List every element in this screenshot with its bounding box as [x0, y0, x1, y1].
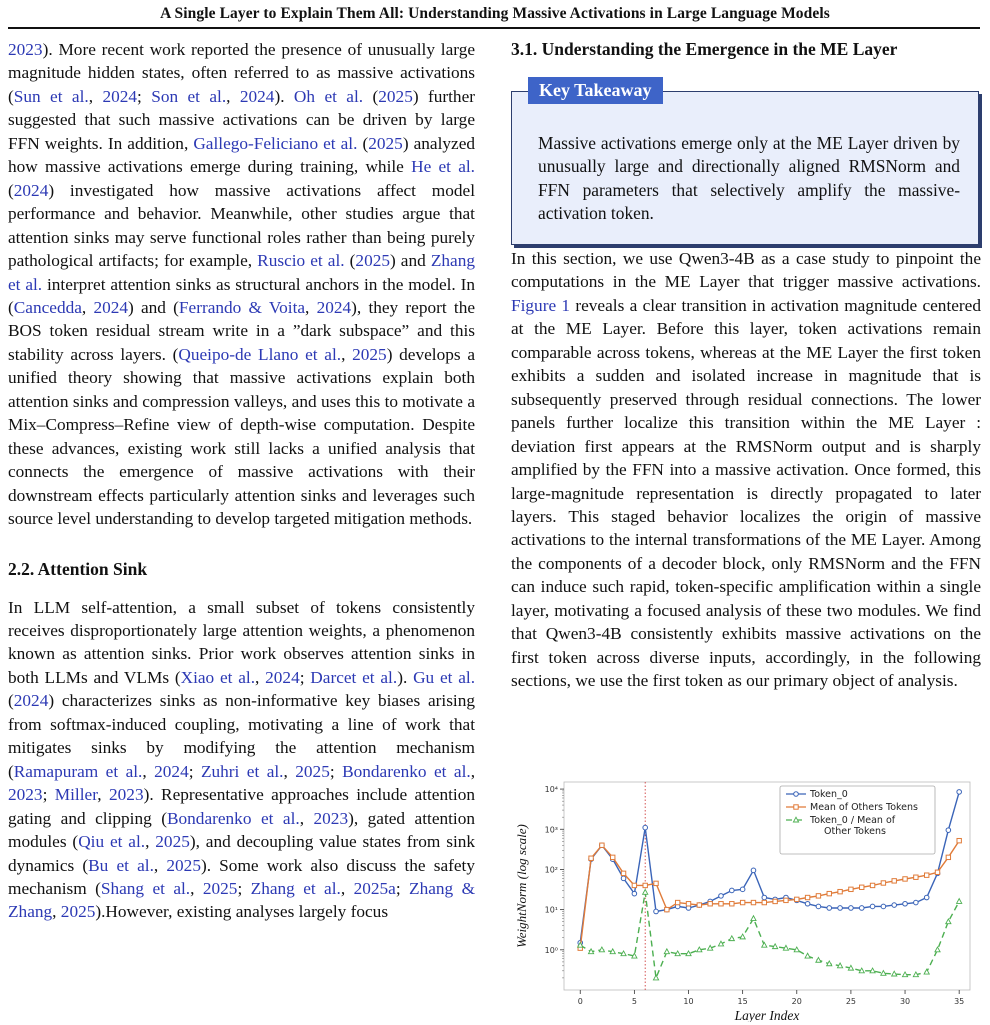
text-run: ,	[190, 878, 203, 898]
data-point	[903, 901, 908, 906]
data-point	[870, 904, 875, 909]
data-point	[805, 901, 810, 906]
key-takeaway-panel	[511, 91, 979, 245]
text-run: ,	[226, 86, 240, 106]
chart-svg	[508, 772, 980, 1022]
citation-link[interactable]: 2025a	[353, 878, 396, 898]
legend-marker	[794, 805, 798, 809]
data-point	[914, 875, 918, 879]
text-run: ) investigated how massive activations affect model performance and behavior. Meanwhile, other studies argue that attention sinks may serve functional roles rather than being purely pathological artifacts; for example,	[8, 180, 475, 271]
text-run: ). Representative approaches include attention gating and clipping (	[8, 785, 475, 828]
text-run: ,	[283, 761, 296, 781]
running-title: A Single Layer to Explain Them All: Understanding Massive Activations in Large Language Models	[160, 5, 830, 22]
data-point	[643, 825, 648, 830]
data-point	[838, 906, 843, 911]
citation-link[interactable]: Shang et al.	[100, 878, 191, 898]
data-point	[946, 828, 951, 833]
data-point	[924, 873, 928, 877]
citation-link[interactable]: Qiu et al.	[78, 832, 146, 852]
data-point	[881, 881, 885, 885]
text-run: ,	[255, 667, 266, 687]
data-point	[600, 843, 604, 847]
data-point	[740, 900, 744, 904]
data-point	[621, 871, 625, 875]
data-point	[740, 887, 745, 892]
data-point	[589, 856, 593, 860]
text-run: (	[344, 251, 356, 271]
citation-link[interactable]: Son et al.	[151, 86, 227, 106]
data-point	[611, 855, 615, 859]
text-run: ).However, existing analyses largely focus	[95, 902, 389, 922]
key-takeaway-label: Key Takeaway	[528, 77, 663, 104]
text-run: ), and decoupling value states from sink dynamics (	[8, 832, 476, 875]
data-point	[654, 881, 658, 885]
legend-entry-0: Token_0	[810, 789, 848, 800]
citation-link[interactable]: 2025	[352, 344, 387, 364]
text-run: ,	[52, 902, 61, 922]
text-run: ) and	[389, 251, 431, 271]
text-run: (	[8, 180, 14, 200]
text-run: ,	[81, 297, 94, 317]
text-run: ;	[329, 761, 343, 781]
data-point	[914, 900, 919, 905]
data-point	[816, 904, 821, 909]
text-run: ,	[145, 832, 156, 852]
text-run: ), they report the BOS token residual stream write in a ”dark subspace” and this stability across layers. (	[8, 297, 476, 364]
data-point	[924, 895, 929, 900]
citation-link[interactable]: 2024	[93, 297, 129, 317]
citation-link[interactable]: 2025	[378, 86, 413, 106]
citation-link[interactable]: Cancedda	[13, 297, 82, 317]
y-tick-label: 10⁰	[544, 945, 558, 955]
citation-link[interactable]: 2024	[13, 691, 49, 711]
data-point	[795, 897, 799, 901]
data-point	[903, 877, 907, 881]
citation-link[interactable]: Zhang & Zhang	[8, 878, 476, 922]
data-point	[946, 855, 950, 859]
citation-link[interactable]: Xiao et al.	[180, 667, 256, 687]
data-point	[935, 870, 939, 874]
section-heading-me-layer: 3.1. Understanding the Emergence in the ME Layer	[511, 39, 898, 59]
x-tick-label: 20	[791, 997, 802, 1006]
citation-link[interactable]: 2025	[295, 761, 330, 781]
data-point	[762, 900, 766, 904]
header-rule	[8, 27, 980, 29]
text-run: ;	[137, 86, 152, 106]
x-tick-label: 10	[683, 997, 694, 1006]
citation-link[interactable]: 2023	[313, 808, 349, 828]
x-tick-label: 25	[845, 997, 857, 1006]
citation-link[interactable]: Zuhri et al.	[200, 761, 284, 781]
data-point	[773, 899, 777, 903]
y-tick-label: 10²	[544, 865, 558, 875]
text-run: ;	[188, 761, 201, 781]
text-run: ) further suggested that such massive activations can be driven by large FFN weights. In addition,	[8, 86, 475, 153]
citation-link[interactable]: 2023	[8, 785, 43, 805]
citation-link[interactable]: 2024	[239, 86, 275, 106]
text-run: ) characterizes sinks as non-informative key biases arising from softmax-induced coupling, motivating a line of work that mitigates sinks by modifying the attention mechanism (	[8, 691, 475, 781]
citation-link[interactable]: Zhang et al.	[250, 878, 341, 898]
citation-link[interactable]: 2025	[368, 133, 403, 153]
text-run: ,	[340, 878, 354, 898]
text-run: ;	[395, 878, 410, 898]
citation-link[interactable]: 2024	[316, 297, 352, 317]
citation-link[interactable]: Bondarenko et al.	[342, 761, 471, 781]
citation-link[interactable]: 2024	[265, 667, 300, 687]
text-run: interpret attention sinks as structural anchors in the model. In (	[8, 274, 475, 317]
citation-link[interactable]: Ruscio et al.	[257, 251, 345, 271]
data-point	[957, 838, 961, 842]
citation-link[interactable]: Ferrando & Voita	[178, 297, 306, 317]
text-run: ,	[299, 808, 314, 828]
data-point	[838, 889, 842, 893]
x-tick-label: 5	[631, 997, 637, 1006]
citation-link[interactable]: 2024	[102, 86, 137, 106]
data-point	[827, 891, 831, 895]
citation-link[interactable]: Bu et al.	[88, 855, 154, 875]
citation-link[interactable]: Zhang et al.	[8, 251, 475, 294]
data-point	[762, 895, 767, 900]
text-run: ).	[397, 667, 414, 687]
text-run: ). More recent work reported the presence of unusually large magnitude hidden states, often referred to as massive activations (	[8, 40, 475, 106]
data-point	[708, 902, 712, 906]
section-heading-attention-sink: 2.2. Attention Sink	[8, 558, 148, 579]
citation-link[interactable]: Miller	[54, 785, 98, 805]
text-run: reveals a clear transition in activation magnitude centered at the ME Layer. Before this layer, token activations remain comparable across tokens, whereas at the ME Layer the first token exhibits a sudden and isolated increase in magnitude that is subsequently preserved through residual connections. The lower panels further localize this transition within the ME Layer : deviation first appears at the RMSNorm output and is sharply amplified by the FFN into a massive activation. Once formed, this large-magnitude representation is directly propagated to later layers. This staged behavior localizes the origin of massive activations to the internal transformations of the ME Layer. Among the components of a decoder block, only RMSNorm and the FFN can induce such rapid, token-specific amplification within a single layer, motivating a focused analysis of these two modules. We find that Qwen3-4B consistently exhibits massive activations on the first token across diverse inputs, accordingly, in the following sections, we use the first token as our primary object of analysis.	[511, 295, 981, 691]
text-run: ,	[341, 344, 353, 364]
data-point	[859, 906, 864, 911]
legend-marker	[794, 792, 799, 797]
citation-link[interactable]: 2024	[154, 761, 189, 781]
text-run: (	[363, 86, 379, 106]
text-run: In this section, we use Qwen3-4B as a case study to pinpoint the computations in the ME Layer that trigger massive activations.	[511, 249, 981, 292]
text-run: ,	[142, 761, 155, 781]
left-column	[8, 38, 475, 924]
citation-link[interactable]: He et al.	[411, 157, 475, 177]
citation-link[interactable]: 2024	[13, 180, 49, 200]
citation-link[interactable]: 2025	[202, 878, 238, 898]
citation-link[interactable]: Bondarenko et al.	[167, 808, 300, 828]
data-point	[881, 904, 886, 909]
data-point	[751, 900, 755, 904]
legend-entry-1: Mean of Others Tokens	[810, 802, 919, 813]
x-axis-label: Layer Index	[734, 1008, 800, 1022]
text-run: ;	[42, 785, 55, 805]
citation-link[interactable]: Ramapuram et al.	[13, 761, 143, 781]
data-point	[849, 887, 853, 891]
key-takeaway-text: Massive activations emerge only at the ME Layer driven by unusually large and directionally aligned RMSNorm and FFN parameters that selectively amplify the massive-activation token.	[538, 133, 960, 224]
text-run: ) develops a unified theory showing that massive activations explain both attention sinks and compression valleys, and uses this to motivate a Mix–Compress–Refine view of depth-wise computation. Despite these advances, existing work still lacks a unified analysis that connects the emergence of massive activations with their downstream effects particularly attention sinks and leverages such source level understanding to develop targeted mitigation methods.	[8, 344, 475, 529]
citation-link[interactable]: Oh et al.	[293, 86, 364, 106]
citation-link[interactable]: Gallego-Feliciano et al.	[193, 133, 358, 153]
text-run: ;	[237, 878, 251, 898]
right-paragraph-case-study	[511, 247, 981, 693]
citation-link[interactable]: Darcet et al.	[310, 667, 398, 687]
text-run: ,	[470, 761, 476, 781]
key-takeaway-box	[511, 77, 981, 247]
text-run: ,	[153, 855, 167, 875]
text-run: ) analyzed how massive activations emerge during training, while	[8, 133, 476, 177]
text-run: ).	[274, 86, 294, 106]
text-run: ) and (	[128, 297, 179, 317]
data-point	[632, 891, 637, 896]
data-point	[719, 894, 724, 899]
y-axis-label: WeightNorm (log scale)	[514, 824, 529, 948]
citation-link[interactable]: 2025	[355, 251, 390, 271]
left-paragraph-related-work	[8, 38, 475, 531]
citation-link[interactable]: Sun et al.	[13, 86, 89, 106]
y-tick-label: 10⁴	[544, 785, 558, 795]
citation-link[interactable]: 2023	[109, 785, 144, 805]
text-run: ). Some work also discuss the safety mechanism (	[8, 855, 475, 898]
data-point	[870, 883, 874, 887]
data-point	[730, 902, 734, 906]
data-point	[632, 883, 636, 887]
text-run: ,	[88, 86, 103, 106]
data-point	[816, 894, 820, 898]
data-point	[805, 895, 809, 899]
text-run: ;	[299, 667, 311, 687]
citation-link[interactable]: Queipo-de Llano et al.	[178, 344, 342, 364]
data-point	[621, 876, 626, 881]
text-run: In LLM self-attention, a small subset of tokens consistently receives disproportionately large attention weights, a phenomenon known as attention sinks. Prior work observes attention sinks in both LLMs and VLMs (	[8, 597, 475, 687]
y-tick-label: 10³	[544, 825, 558, 835]
right-column	[511, 38, 981, 693]
citation-link[interactable]: 2023	[8, 40, 43, 59]
y-tick-label: 10¹	[544, 905, 558, 915]
citation-link[interactable]: Figure 1	[511, 295, 571, 315]
data-point	[719, 902, 723, 906]
text-run: ), gated attention modules (	[8, 808, 476, 852]
data-point	[697, 903, 701, 907]
figure-weightnorm-chart	[508, 772, 980, 1022]
data-point	[957, 790, 962, 795]
x-tick-label: 30	[899, 997, 911, 1006]
citation-link[interactable]: 2025	[155, 832, 190, 852]
data-point	[665, 907, 669, 911]
citation-link[interactable]: Gu et al.	[413, 667, 476, 687]
data-point	[860, 885, 864, 889]
x-tick-label: 0	[577, 997, 583, 1006]
data-point	[892, 879, 896, 883]
left-paragraph-attention-sink	[8, 596, 475, 924]
data-point	[730, 888, 735, 893]
text-run: ,	[305, 297, 317, 317]
data-point	[827, 906, 832, 911]
data-point	[784, 898, 788, 902]
data-point	[849, 906, 854, 911]
x-tick-label: 15	[737, 997, 748, 1006]
data-point	[751, 868, 756, 873]
data-point	[892, 903, 897, 908]
data-point	[686, 902, 690, 906]
data-point	[654, 909, 659, 914]
citation-link[interactable]: 2025	[60, 902, 96, 922]
citation-link[interactable]: 2025	[166, 855, 201, 875]
legend-entry-2: Token_0 / Mean of Other Tokens	[810, 815, 896, 837]
text-run: (	[357, 133, 369, 153]
text-run: ,	[97, 785, 110, 805]
x-tick-label: 35	[954, 997, 965, 1006]
data-point	[675, 900, 679, 904]
text-run: (	[8, 691, 14, 711]
data-point	[643, 883, 647, 887]
